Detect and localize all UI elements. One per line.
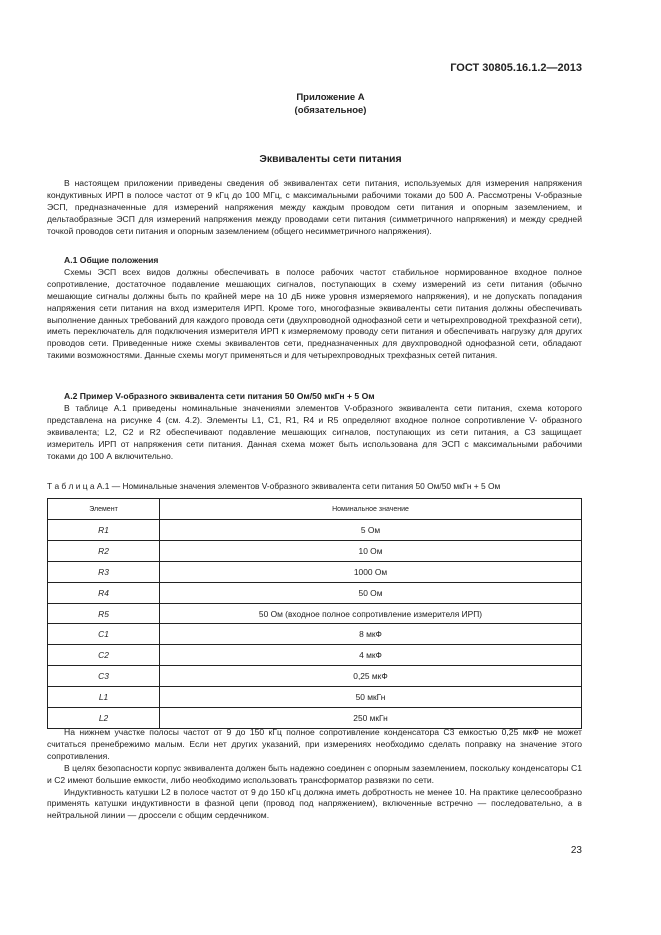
intro-block: [47, 178, 582, 238]
table-row: [48, 645, 582, 666]
cell-element: R5: [48, 603, 160, 624]
closing-paragraph: В целях безопасности корпус эквивалента должен быть надежно соединен с опорным заземлением, поскольку конденсаторы C1 и C2 имеют большие емкости, либо необходимо использовать трансформатор развязки по сети.: [47, 762, 582, 785]
closing-paragraph: На нижнем участке полосы частот от 9 до 150 кГц полное сопротивление конденсатора C3 емкостью 0,25 мкФ не может считаться пренебрежимо малым. Если нет других указаний, при измерениях необходимо сделать поправку на значение этого сопротивления.: [47, 727, 582, 761]
cell-element: C2: [48, 645, 160, 666]
cell-value: 50 мкГн: [160, 687, 582, 708]
cell-element: R1: [48, 520, 160, 541]
section-title: Эквиваленты сети питания: [259, 153, 402, 165]
table-row: [48, 520, 582, 541]
closing-block: [47, 727, 582, 822]
table-row: [48, 603, 582, 624]
section-a1: [47, 255, 582, 362]
table-row: [48, 708, 582, 729]
table-row: [48, 582, 582, 603]
closing-paragraph: Индуктивность катушки L2 в полосе частот от 9 до 150 кГц должна иметь добротность не менее 10. На практике целесообразно применять катушки индуктивности в фазной цепи (провод под напряжением), включенные встречно — последовательно, а в нейтральной линии — дроссели с общим сердечником.: [47, 786, 582, 821]
table-caption: Т а б л и ц а А.1 — Номинальные значения элементов V-образного эквивалента сети питания 50 Ом/50 мкГн + 5 Ом: [47, 481, 501, 491]
elements-table: [47, 498, 582, 729]
cell-value: 5 Ом: [160, 520, 582, 541]
table-row: [48, 540, 582, 561]
intro-paragraph: В настоящем приложении приведены сведения об эквивалентах сети питания, используемых для измерения напряжения кондуктивных ИРП в полосе частот от 9 кГц до 100 МГц, с максимальными рабочими токами до 500 А. Рассмотрены V-образные ЭСП, предназначенные для измерений напряжения между каждым проводом сети питания и опорным заземлением, и дельтаобразные ЭСП для измерений напряжения между проводами сети питания (симметричного напряжения) и между средней точкой проводов сети питания и опорным заземлением (общего несимметричного напряжения).: [47, 178, 582, 236]
document-number: ГОСТ 30805.16.1.2—2013: [450, 62, 582, 74]
header-value: Номинальное значение: [160, 499, 582, 520]
table-row: [48, 561, 582, 582]
cell-element: L2: [48, 708, 160, 729]
table-row: [48, 624, 582, 645]
header-element: Элемент: [48, 499, 160, 520]
cell-value: 10 Ом: [160, 540, 582, 561]
cell-value: 250 мкГн: [160, 708, 582, 729]
cell-value: 4 мкФ: [160, 645, 582, 666]
cell-value: 8 мкФ: [160, 624, 582, 645]
cell-value: 1000 Ом: [160, 561, 582, 582]
page-number: 23: [570, 845, 582, 856]
table-header-row: [48, 499, 582, 520]
a1-paragraph: Схемы ЭСП всех видов должны обеспечивать в полосе рабочих частот стабильное нормированное входное полное сопротивление, достаточное подавление мешающих сигналов, поступающих в схему измерений из сети питания (обычно мешающие сигналы должны быть по крайней мере на 10 дБ ниже уровня измеряемого напряжения), и не допускать попадания напряжения сети питания на вход измерителя ИРП. Кроме того, многофазные эквиваленты сети питания должны обеспечивать выполнение данных требований для каждого провода сети (двухпроводной однофазной сети и четырехпроводной трехфазной сети), иметь переключатель для подключения измерителя ИРП к измеряемому проводу сети питания и обеспечивать нагрузку для других проводов сети. Приведенные ниже схемы эквивалентов сети, предназначенных для двухпроводной однофазной сети, обладают такими возможностями. Данные схемы могут применяться и для четырехпроводных трехфазных сетей питания.: [47, 266, 582, 361]
cell-value: 50 Ом: [160, 582, 582, 603]
a1-heading: А.1 Общие положения: [64, 255, 159, 265]
cell-element: C3: [48, 666, 160, 687]
cell-value: 0,25 мкФ: [160, 666, 582, 687]
a2-paragraph: В таблице А.1 приведены номинальные значениями элементов V-образного эквивалента сети питания, схема которого представлена на рисунке 4 (см. 4.2). Элементы L1, C1, R1, R4 и R5 определяют входное полное сопротивление V- образного эквивалента; L2, C2 и R2 обеспечивают подавление мешающих сигналов, поступающих из сети питания, а C3 защищает измеритель ИРП от напряжения сети питания. Данная схема может быть использована для ЭСП с максимальными рабочими токами до 100 А включительно.: [47, 402, 582, 461]
appendix-title: Приложение А: [296, 92, 365, 103]
appendix-heading: [0, 91, 661, 117]
cell-element: C1: [48, 624, 160, 645]
cell-element: L1: [48, 687, 160, 708]
table-row: [48, 687, 582, 708]
a2-heading: А.2 Пример V-образного эквивалента сети питания 50 Ом/50 мкГн + 5 Ом: [64, 391, 375, 401]
cell-element: R2: [48, 540, 160, 561]
cell-value: 50 Ом (входное полное сопротивление измерителя ИРП): [160, 603, 582, 624]
section-a2: [47, 391, 582, 462]
cell-element: R4: [48, 582, 160, 603]
appendix-subtitle: (обязательное): [294, 105, 367, 116]
cell-element: R3: [48, 561, 160, 582]
table-row: [48, 666, 582, 687]
